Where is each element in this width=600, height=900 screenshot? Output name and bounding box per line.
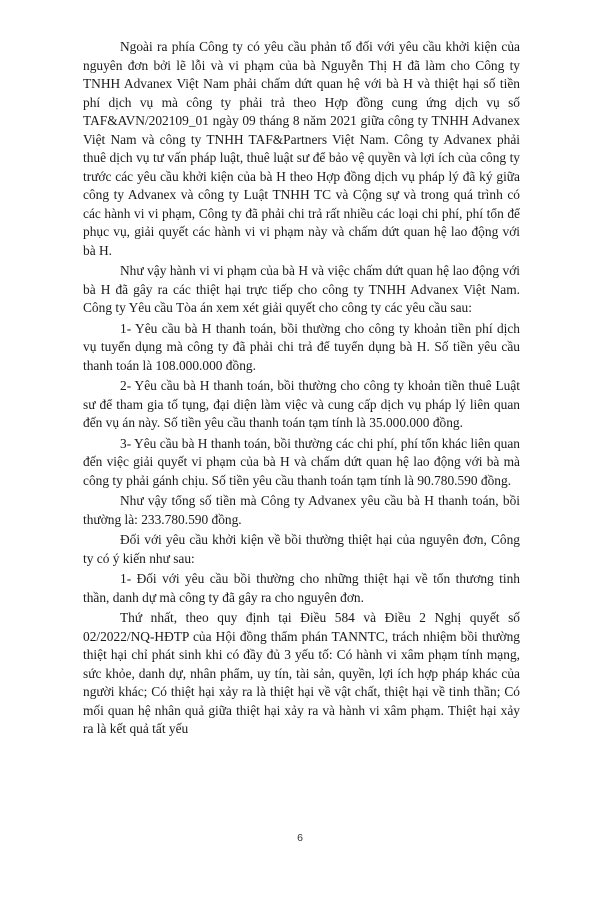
paragraph-company-opinion-intro: Đối với yêu cầu khởi kiện về bồi thường thiệt hại của nguyên đơn, Công ty có ý kiến như sau: [83, 532, 520, 566]
paragraph-opinion-item-1: 1- Đối với yêu cầu bồi thường cho những thiệt hại về tổn thương tinh thần, danh dự mà công ty đã gây ra cho nguyên đơn. [83, 571, 520, 605]
paragraph-legal-basis: Thứ nhất, theo quy định tại Điều 584 và Điều 2 Nghị quyết số 02/2022/NQ-HĐTP của Hội đồng thẩm phán TANNTC, trách nhiệm bồi thường thiệt hại chỉ phát sinh khi có đầy đủ 3 yếu tố: Có hành vi xâm phạm tính mạng, sức khỏe, danh dự, nhân phẩm, uy tín, tài sản, quyền, lợi ích hợp pháp khác của người khác; Có thiệt hại xảy ra là thiệt hại về vật chất, thiệt hại về tinh thần; Có mối quan hệ nhân quả giữa thiệt hại xảy ra và hành vi xâm phạm. Thiệt hại xảy ra là kết quả tất yếu [83, 610, 520, 736]
paragraph-claim-total: Như vậy tổng số tiền mà Công ty Advanex yêu cầu bà H thanh toán, bồi thường là: 233.780.590 đồng. [83, 493, 520, 527]
page-number: 6 [297, 832, 303, 844]
document-body [83, 38, 520, 741]
paragraph-claim-lawyer-fee: 2- Yêu cầu bà H thanh toán, bồi thường cho công ty khoản tiền thuê Luật sư để tham gia tố tụng, đại diện làm việc và cung cấp dịch vụ pháp lý liên quan đến vụ án này. Số tiền yêu cầu thanh toán tạm tính là 35.000.000 đồng. [83, 378, 520, 430]
paragraph-claim-other-costs: 3- Yêu cầu bà H thanh toán, bồi thường các chi phí, phí tổn khác liên quan đến việc giải quyết vi phạm của bà H và chấm dứt quan hệ lao động với bà mà công ty phải gánh chịu. Số tiền yêu cầu thanh toán tạm tính là 90.780.590 đồng. [83, 435, 520, 488]
paragraph-claim-recruitment-fee: 1- Yêu cầu bà H thanh toán, bồi thường cho công ty khoản tiền phí dịch vụ tuyển dụng mà công ty đã phải chi trả để tuyển dụng bà H. Số tiền yêu cầu thanh toán là 108.000.000 đồng. [83, 320, 520, 373]
paragraph-counterclaim-intro: Ngoài ra phía Công ty có yêu cầu phản tố đối với yêu cầu khởi kiện của nguyên đơn bởi lẽ lỗi và vi phạm của bà Nguyễn Thị H đã làm cho Công ty TNHH Advanex Việt Nam phải chấm dứt quan hệ với bà H và thiệt hại số tiền phí dịch vụ mà công ty phải trả theo Hợp đồng cung ứng dịch vụ số TAF&AVN/202109_01 ngày 09 tháng 8 năm 2021 giữa công ty TNHH Advanex Việt Nam và công ty TNHH TAF&Partners Việt Nam. Công ty Advanex phải thuê dịch vụ tư vấn pháp luật, thuê luật sư để bảo vệ quyền và lợi ích của công ty trước các yêu cầu khởi kiện của bà H theo Hợp đồng dịch vụ pháp lý đã ký giữa công ty Advanex và công ty Luật TNHH TC và Cộng sự và trong quá trình có các hành vi vi phạm, Công ty đã phải chi trả rất nhiều các loại chi phí, phí tổn để phục vụ, giải quyết các hành vi vi phạm này và chấm dứt quan hệ lao động với bà H. [83, 39, 520, 258]
paragraph-damages-summary: Như vậy hành vi vi phạm của bà H và việc chấm dứt quan hệ lao động với bà H đã gây ra các thiệt hại trực tiếp cho công ty TNHH Advanex Việt Nam. Công ty Yêu cầu Tòa án xem xét giải quyết cho công ty các yêu cầu sau: [83, 263, 520, 315]
